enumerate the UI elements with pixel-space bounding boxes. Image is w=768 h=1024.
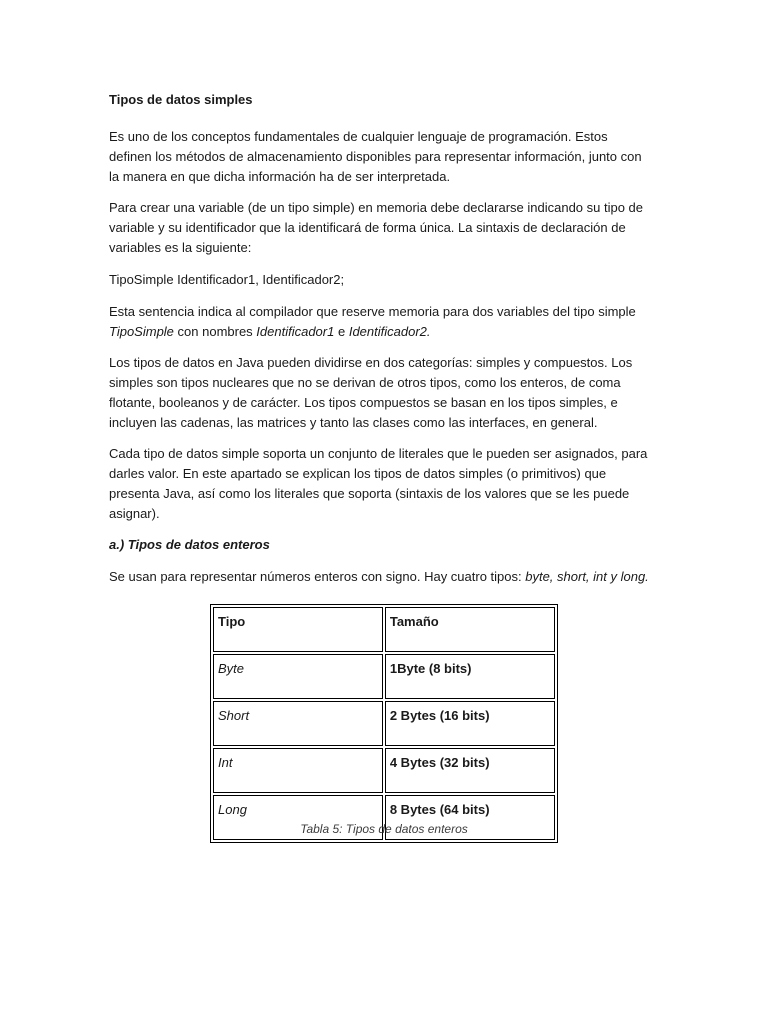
types-paragraph: Los tipos de datos en Java pueden dividirse en dos categorías: simples y compuestos. Los simples son tipos nucleares que no se derivan de otros tipos, como los enteros, de coma flotante, booleanos y de carácter. Los tipos compuestos se basan en los tipos simples, e incluyen las cadenas, las matrices y tanto las clases como las interfaces, en general.	[109, 355, 633, 430]
subsection-title: a.) Tipos de datos enteros	[109, 537, 270, 552]
enteros-paragraph	[109, 567, 649, 587]
sentence-text-pre: Esta sentencia indica al compilador que reserve memoria para dos variables del tipo simple	[109, 304, 636, 319]
enteros-type-list: byte, short, int y long.	[525, 569, 649, 584]
table-caption: Tabla 5: Tipos de datos enteros	[300, 822, 468, 836]
table-header-tipo: Tipo	[213, 607, 383, 652]
table-cell-tamano: 8 Bytes (64 bits)	[385, 795, 555, 840]
enteros-text: Se usan para representar números enteros con signo. Hay cuatro tipos:	[109, 569, 526, 584]
document-body	[109, 90, 649, 587]
sentence-text-mid: con nombres	[173, 324, 257, 339]
table-row	[213, 701, 555, 746]
table-row	[213, 654, 555, 699]
variable-paragraph: Para crear una variable (de un tipo simple) en memoria debe declararse indicando su tipo de variable y su identificador que la identificará de forma única. La sintaxis de declaración de variables es la siguiente:	[109, 200, 644, 255]
table-cell-tipo: Byte	[213, 654, 383, 699]
integer-types-table	[210, 604, 558, 843]
sentence-text-and: e	[334, 324, 349, 339]
table-row	[213, 748, 555, 793]
sentence-identifier-1: Identificador1	[256, 324, 335, 339]
table-cell-tamano: 4 Bytes (32 bits)	[385, 748, 555, 793]
declaration-syntax: TipoSimple Identificador1, Identificador2;	[109, 272, 345, 287]
table-header-tamano: Tamaño	[385, 607, 555, 652]
literals-paragraph: Cada tipo de datos simple soporta un conjunto de literales que le pueden ser asignados, para darles valor. En este apartado se explican los tipos de datos simples (o primitivos) que presenta Java, así como los literales que soporta (sintaxis de los valores que se les puede asignar).	[109, 446, 648, 521]
table-cell-tipo: Long	[213, 795, 383, 840]
table-cell-tipo: Int	[213, 748, 383, 793]
table-cell-tipo: Short	[213, 701, 383, 746]
table-header-row	[213, 607, 555, 652]
table-cell-tamano: 2 Bytes (16 bits)	[385, 701, 555, 746]
integer-types-table-container	[210, 604, 558, 843]
sentence-paragraph	[109, 302, 649, 342]
sentence-identifier-2: Identificador2.	[348, 324, 431, 339]
section-title: Tipos de datos simples	[109, 92, 253, 107]
sentence-type: TipoSimple	[109, 324, 174, 339]
intro-paragraph: Es uno de los conceptos fundamentales de cualquier lenguaje de programación. Estos definen los métodos de almacenamiento disponibles para representar información, junto con la manera en que dicha información ha de ser interpretada.	[109, 129, 642, 184]
table-cell-tamano: 1Byte (8 bits)	[385, 654, 555, 699]
